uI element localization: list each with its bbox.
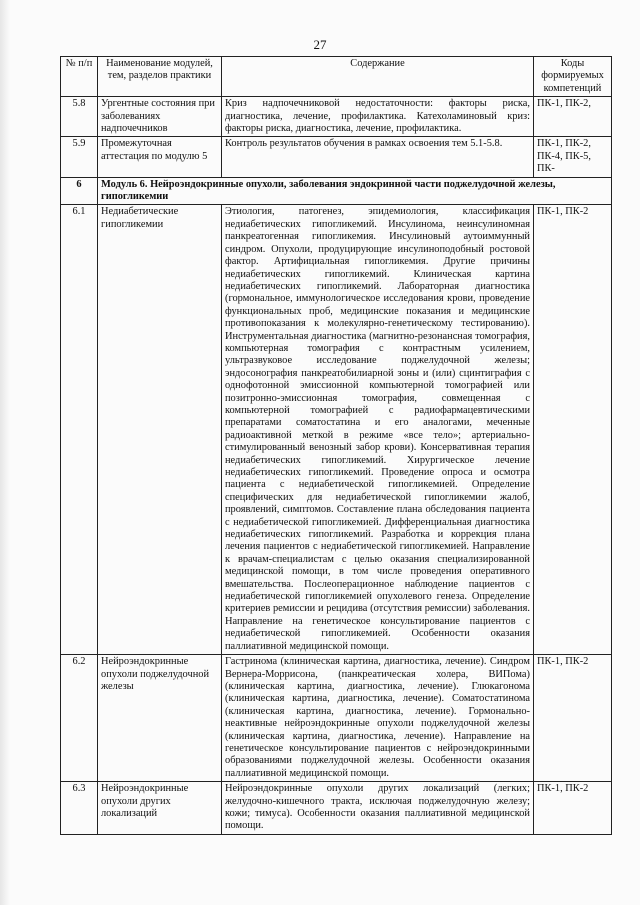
row-num: 5.9 <box>61 137 98 177</box>
row-name: Нейроэндокринные опухоли поджелудочной железы <box>98 655 222 782</box>
header-content: Содержание <box>222 57 534 97</box>
module-num: 6 <box>61 177 98 205</box>
row-codes: ПК-1, ПК-2, <box>534 97 612 137</box>
table-header-row <box>61 57 612 97</box>
table-row <box>61 137 612 177</box>
row-codes: ПК-1, ПК-2, ПК-4, ПК-5, ПК- <box>534 137 612 177</box>
row-codes: ПК-1, ПК-2 <box>534 655 612 782</box>
row-name: Недиабетические гипогликемии <box>98 205 222 655</box>
header-num: № п/п <box>61 57 98 97</box>
module-title: Модуль 6. Нейроэндокринные опухоли, заболевания эндокринной части поджелудочной железы, гипогликемии <box>98 177 612 205</box>
table-row <box>61 205 612 655</box>
table-row <box>61 97 612 137</box>
row-name: Промежуточная аттестация по модулю 5 <box>98 137 222 177</box>
row-name: Ургентные состояния при заболеваниях надпочечников <box>98 97 222 137</box>
row-codes: ПК-1, ПК-2 <box>534 782 612 835</box>
row-name: Нейроэндокринные опухоли других локализаций <box>98 782 222 835</box>
row-num: 5.8 <box>61 97 98 137</box>
row-content: Нейроэндокринные опухоли других локализаций (легких; желудочно-кишечного тракта, исключая поджелудочную железу; кожи; тимуса). Особенности оказания паллиативной медицинской помощи. <box>222 782 534 835</box>
row-content: Криз надпочечниковой недостаточности: факторы риска, диагностика, лечение, профилактика. Катехоламиновый криз: факторы риска, диагностика, лечение, профилактика. <box>222 97 534 137</box>
table-row <box>61 655 612 782</box>
table-row <box>61 782 612 835</box>
curriculum-table <box>60 56 612 835</box>
row-content: Гастринома (клиническая картина, диагностика, лечение). Синдром Вернера-Моррисона, (панкреатическая холера, ВИПома) (клиническая картина, диагностика, лечение). Глюкагонома (клиническая картина, диагностика, лечение). Соматостатинома (клиническая картина, диагностика, лечение). Гормонально-неактивные нейроэндокринные опухоли поджелудочной железы (клиническая картина, диагностика, лечение). Направление на генетическое консультирование пациентов с нейроэндокринными образованиями поджелудочной железы. Особенности оказания паллиативной медицинской помощи. <box>222 655 534 782</box>
header-codes: Коды формируемых компетенций <box>534 57 612 97</box>
scan-edge-shadow <box>0 0 10 905</box>
row-num: 6.2 <box>61 655 98 782</box>
row-content: Контроль результатов обучения в рамках освоения тем 5.1-5.8. <box>222 137 534 177</box>
row-codes: ПК-1, ПК-2 <box>534 205 612 655</box>
module-row <box>61 177 612 205</box>
row-num: 6.3 <box>61 782 98 835</box>
row-content: Этиология, патогенез, эпидемиология, классификация недиабетических гипогликемий. Инсулинома, неинсулиномная панкреатогенная гипогликемия. Инсулиновый аутоиммунный синдром. Опухоли, продуцирующие инсулиноподобный ростовой фактор. Артифициальная гипогликемия. Другие причины недиабетических гипогликемий. Клиническая картина недиабетических гипогликемий. Лабораторная диагностика (гормональное, иммунологическое исследования крови, проведение функциональных проб, медицинские показания и медицинские противопоказания к молекулярно-генетическому тестированию). Инструментальная диагностика (магнитно-резонансная томография, компьютерная томография с контрастным усилением, ультразвуковое исследование поджелудочной железы; эндосонография панкреатобилиарной зоны и (или) сцинтиграфия с однофотонной эмиссионной компьютерной томографией или позитронно-эмиссионная томография, совмещенная с компьютерной томографией с радиофармацевтическими препаратами соматостатина и его аналогами, меченные радиоактивной меткой в режиме «все тело»; артериально-стимулированный венозный забор крови). Консервативная терапия недиабетических гипогликемий. Хирургическое лечение недиабетических гипогликемий. Проведение опроса и осмотра пациента с недиабетической гипогликемией. Определение специфических для недиабетической гипогликемии жалоб, проявлений, симптомов. Составление плана обследования пациента с недиабетической гипогликемией. Дифференциальная диагностика недиабетических гипогликемий. Разработка и коррекция плана лечения пациентов с недиабетической гипогликемией. Направление к врачам-специалистам с целью оказания специализированной медицинской помощи, в том числе проведения оперативного вмешательства. Послеоперационное наблюдение пациентов с недиабетической гипогликемией опухолевого генеза. Определение критериев ремиссии и рецидива (отсутствия ремиссии) заболевания. Направление на генетическое консультирование пациентов с недиабетической гипогликемией. Особенности оказания паллиативной медицинской помощи. <box>222 205 534 655</box>
page-number: 27 <box>313 37 327 52</box>
header-name: Наименование модулей, тем, разделов практики <box>98 57 222 97</box>
row-num: 6.1 <box>61 205 98 655</box>
